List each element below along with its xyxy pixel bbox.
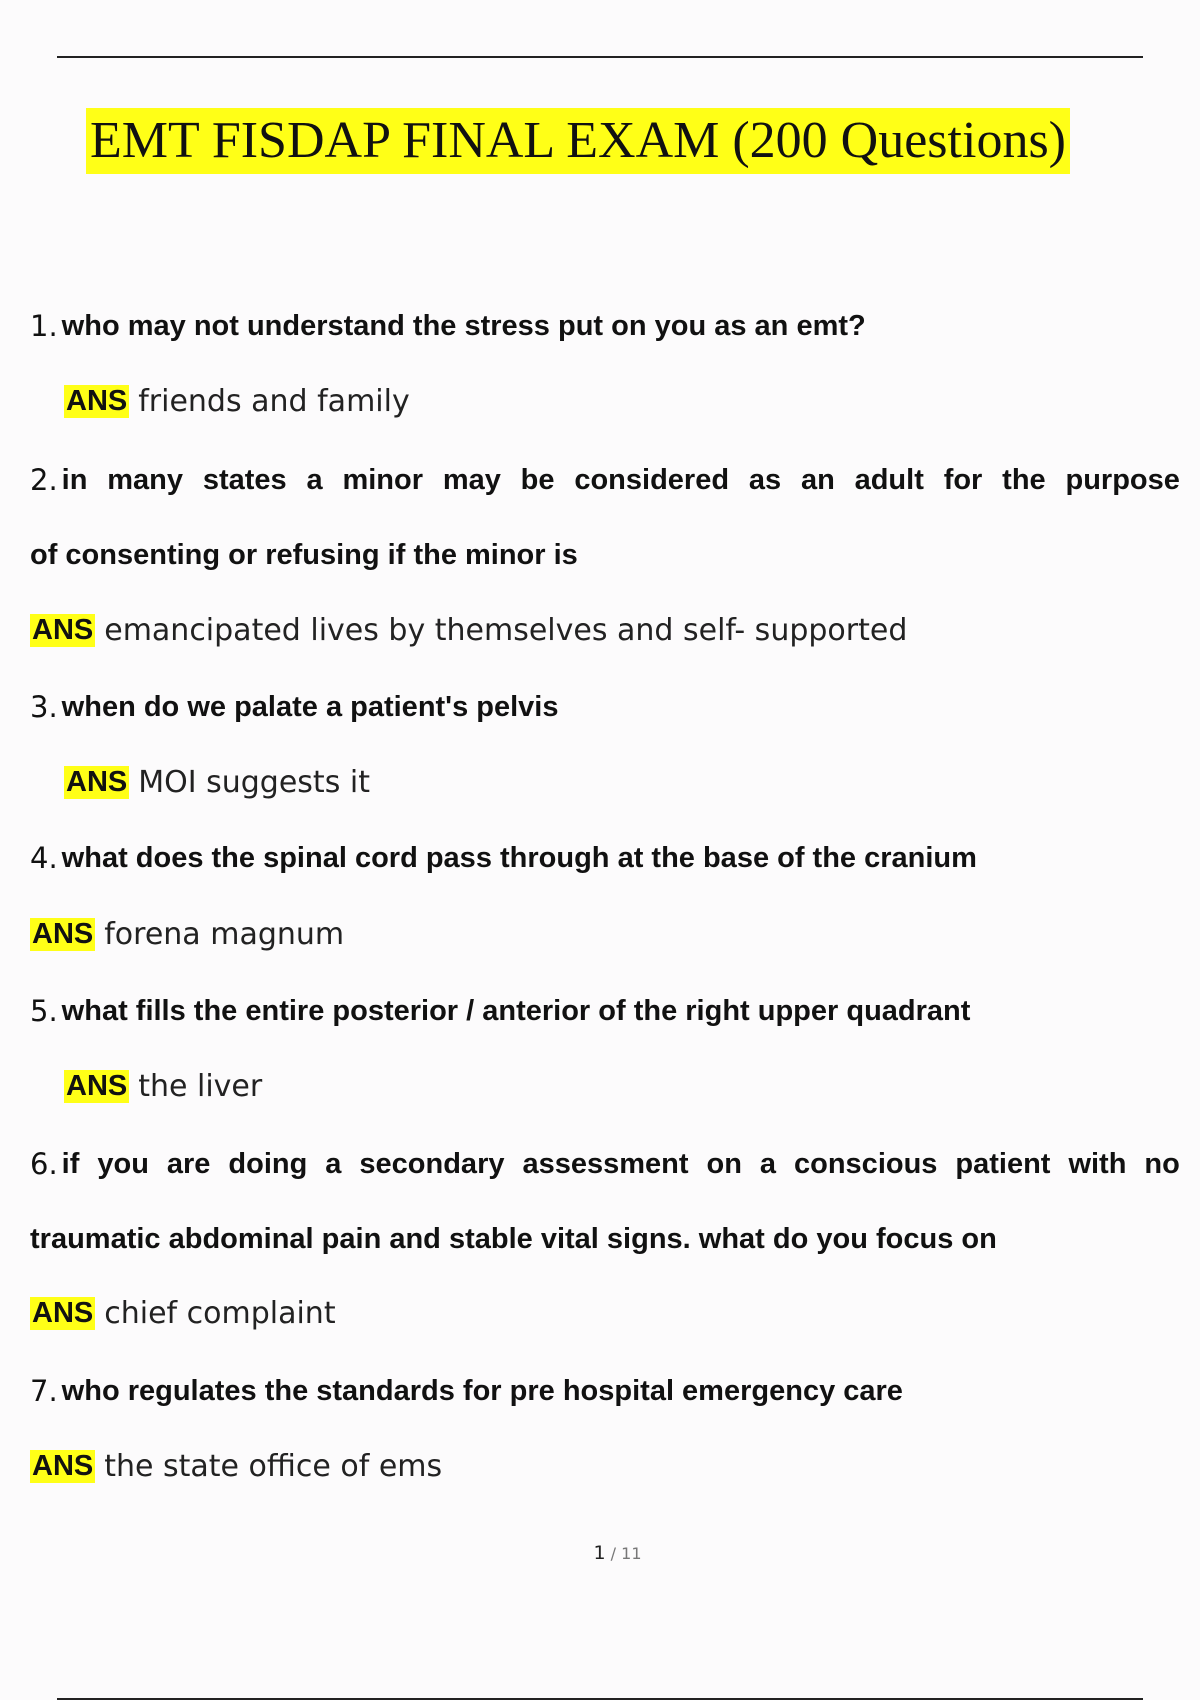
question-text-line2: traumatic abdominal pain and stable vital signs. what do you focus on	[30, 1222, 997, 1255]
question-text: what does the spinal cord pass through at the base of the cranium	[61, 841, 977, 874]
question-number: 3.	[30, 690, 58, 724]
question-2	[30, 455, 1180, 505]
question-2-continued	[30, 530, 1180, 580]
document-title: EMT FISDAP FINAL EXAM (200 Questions)	[86, 108, 1070, 174]
top-rule	[57, 56, 1143, 58]
question-3	[30, 682, 1180, 732]
answer-text: MOI suggests it	[138, 764, 370, 800]
answer-label: ANS	[66, 765, 128, 798]
answer-label: ANS	[66, 1069, 128, 1102]
answer-2	[30, 605, 1180, 655]
question-text-line1: in many states a minor may be considered as an adult for the purpose	[61, 463, 1180, 496]
question-number: 4.	[30, 841, 58, 875]
page-separator: /	[610, 1544, 617, 1563]
answer-label: ANS	[66, 384, 128, 417]
answer-label: ANS	[32, 917, 94, 950]
answer-3	[64, 757, 1200, 807]
question-1	[30, 301, 1180, 351]
question-text: when do we palate a patient's pelvis	[61, 690, 559, 723]
question-7	[30, 1366, 1180, 1416]
question-text: who may not understand the stress put on you as an emt?	[61, 309, 866, 342]
question-number: 7.	[30, 1374, 58, 1408]
answer-text: the state office of ems	[104, 1448, 443, 1484]
answer-4	[30, 909, 1180, 959]
answer-text: forena magnum	[104, 916, 345, 952]
question-text-line1: if you are doing a secondary assessment on a conscious patient with no	[61, 1147, 1180, 1180]
title-block	[86, 108, 1154, 174]
answer-7	[30, 1441, 1180, 1491]
question-number: 2.	[30, 463, 58, 497]
question-6	[30, 1139, 1180, 1189]
question-4	[30, 833, 1180, 883]
answer-text: chief complaint	[104, 1295, 336, 1331]
answer-6	[30, 1288, 1180, 1338]
question-number: 1.	[30, 309, 58, 343]
answer-text: emancipated lives by themselves and self- supported	[104, 612, 908, 648]
answer-text: friends and family	[138, 383, 410, 419]
question-text-line2: of consenting or refusing if the minor is	[30, 538, 578, 571]
question-6-continued	[30, 1214, 1180, 1264]
question-5	[30, 986, 1180, 1036]
question-text: who regulates the standards for pre hospital emergency care	[61, 1374, 903, 1407]
answer-5	[64, 1061, 1200, 1111]
question-number: 5.	[30, 994, 58, 1028]
answer-text: the liver	[138, 1068, 263, 1104]
answer-1	[64, 376, 1200, 426]
current-page: 1	[593, 1542, 606, 1564]
page-indicator	[0, 1542, 1200, 1564]
question-text: what fills the entire posterior / anterior of the right upper quadrant	[61, 994, 971, 1027]
total-pages: 11	[621, 1544, 642, 1563]
answer-label: ANS	[32, 1296, 94, 1329]
answer-label: ANS	[32, 1449, 94, 1482]
question-number: 6.	[30, 1147, 58, 1181]
answer-label: ANS	[32, 613, 94, 646]
